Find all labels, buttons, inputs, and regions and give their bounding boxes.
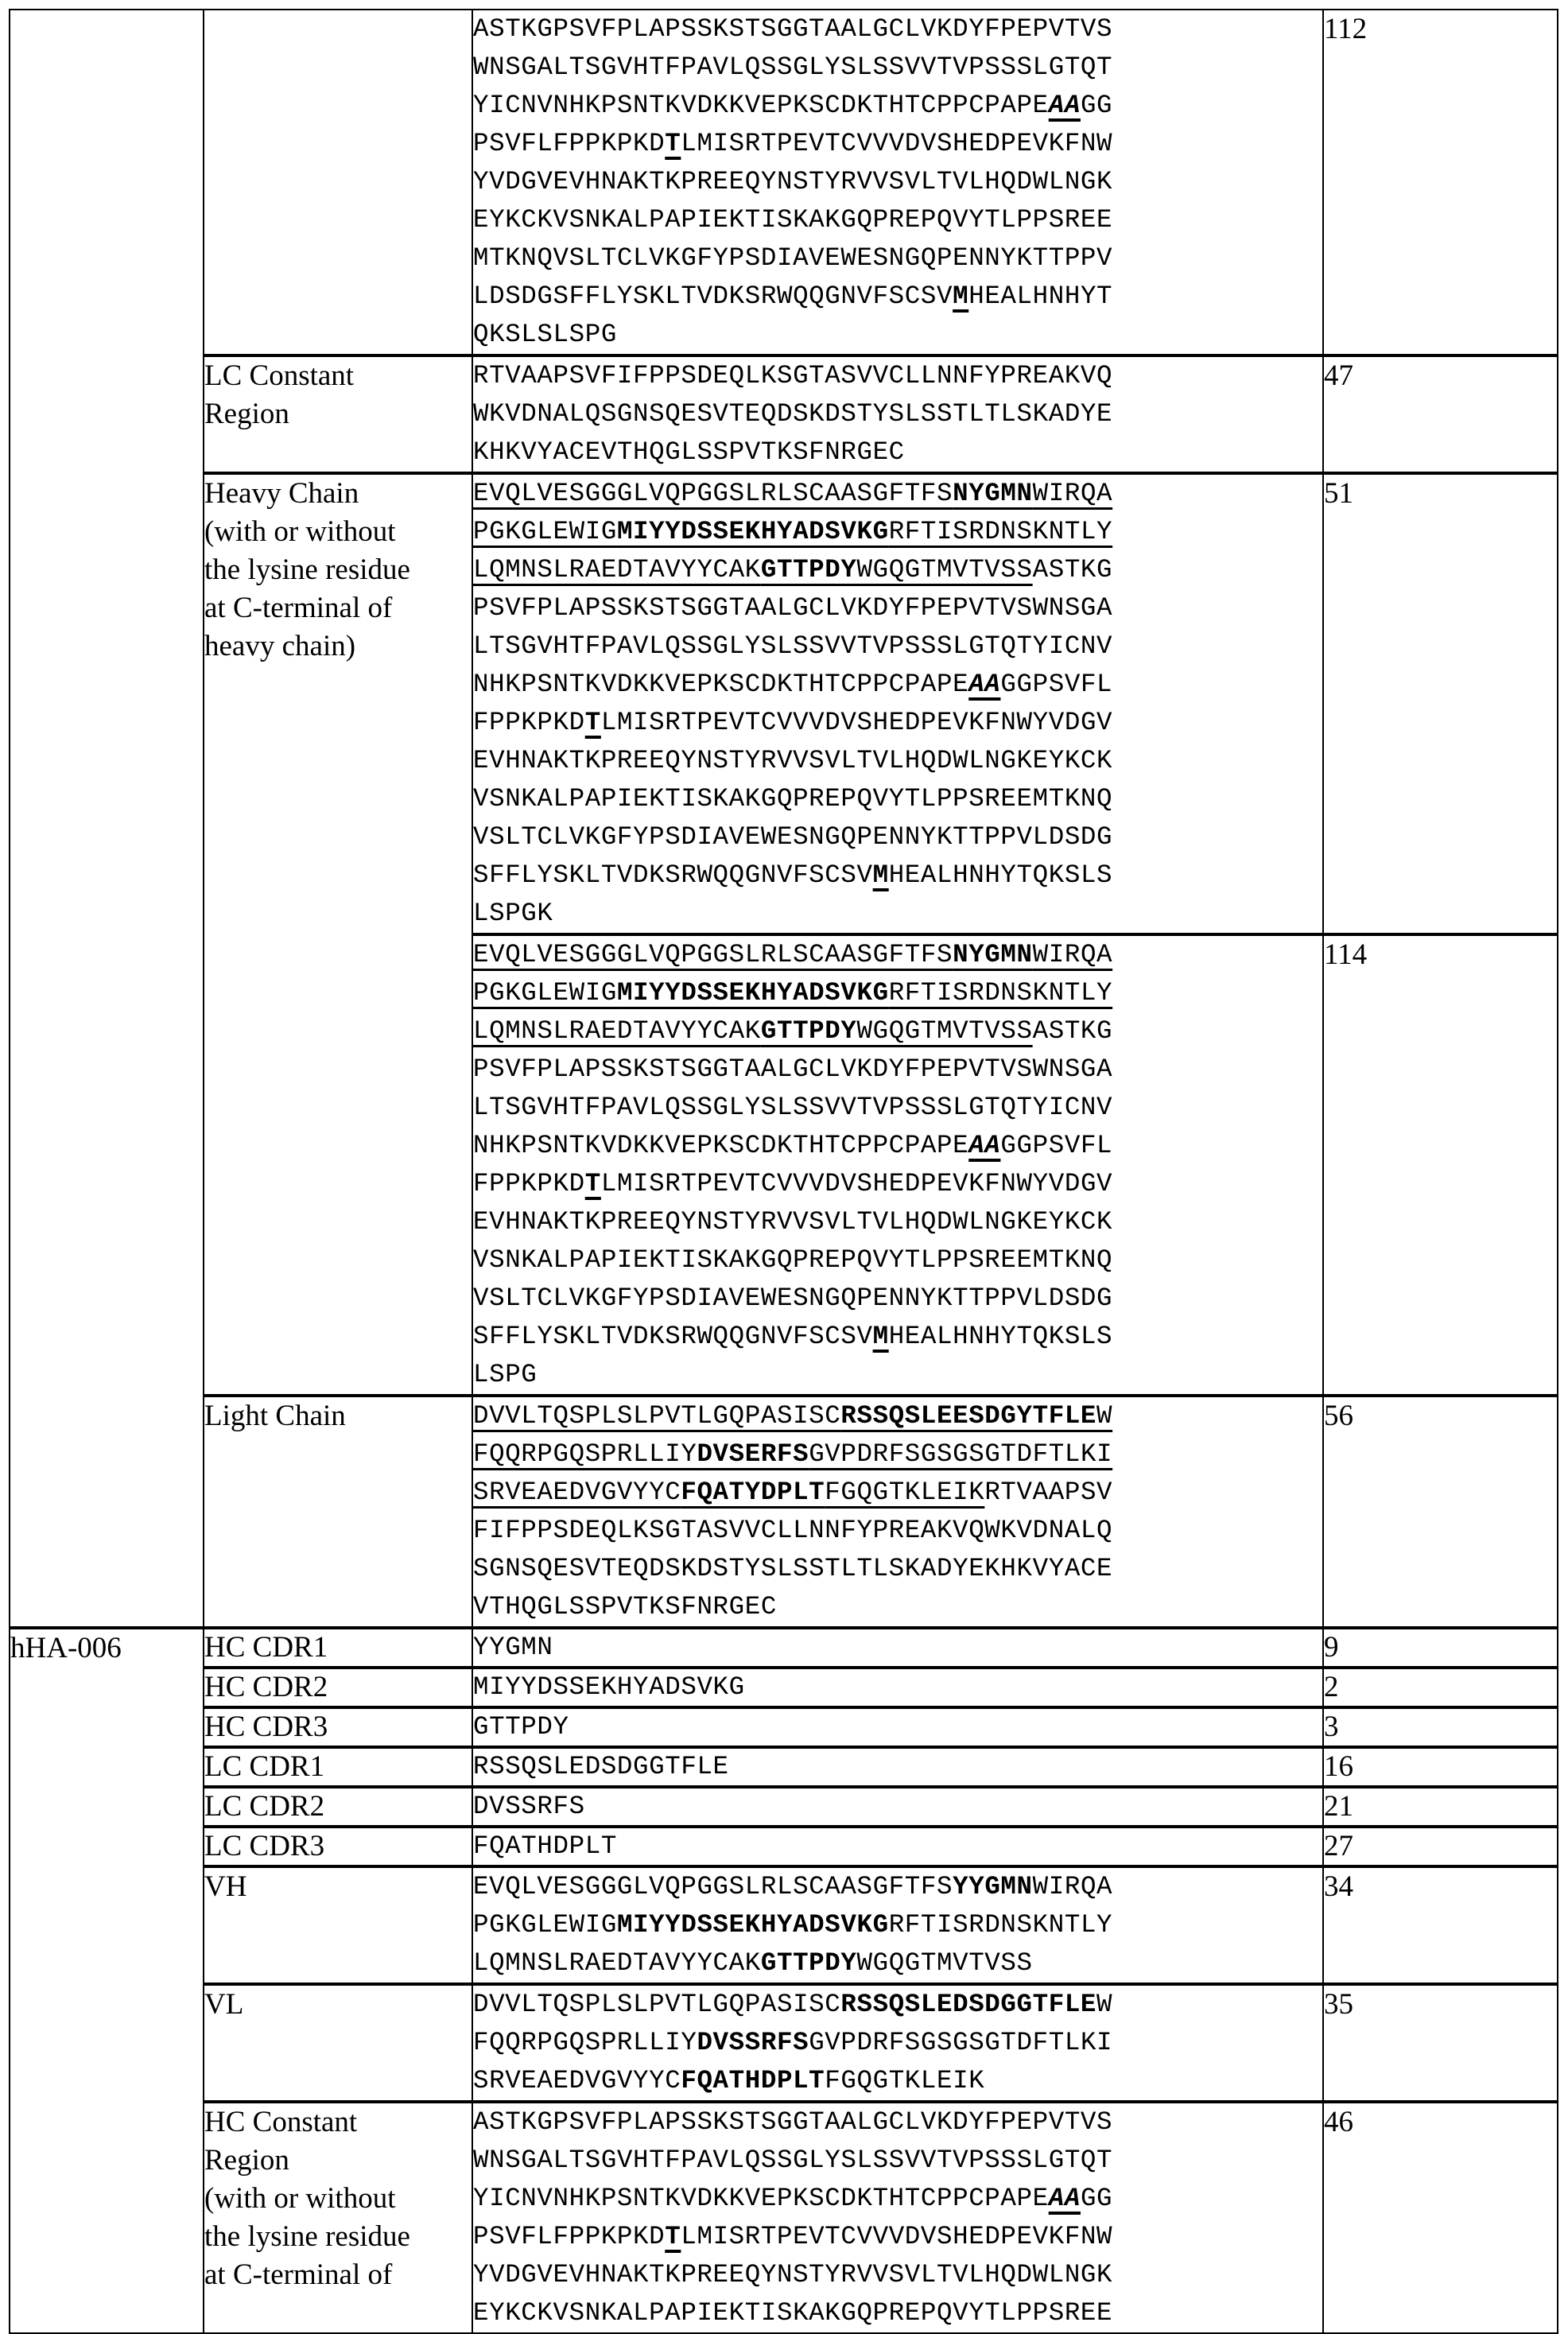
- cdr-highlight: DVSERFS: [697, 1439, 809, 1469]
- antibody-name-cell: hHA-006: [10, 1628, 204, 2333]
- sequence-segment: LTSGVHTFPAVLQSSGLYSLSSVVTVPSSSLGTQTYICNV: [473, 1093, 1113, 1122]
- sequence-segment: LSPGK: [473, 899, 553, 928]
- cdr-highlight: FQATHDPLT: [681, 2066, 825, 2095]
- sequence-cell: [472, 1707, 1323, 1747]
- sequence-line: [473, 1790, 1322, 1823]
- sequence-segment: YVDGVEVHNAKTKPREEQYNSTYRVVSVLTVLHQDWLNGK: [473, 2260, 1113, 2289]
- sequence-segment: EVHNAKTKPREEQYNSTYRVVSVLTVLHQDWLNGKEYKCK: [473, 746, 1113, 775]
- sequence-segment: GG: [1080, 91, 1113, 120]
- sequence-segment: WNSGALTSGVHTFPAVLQSSGLYSLSSVVTVPSSSLGTQT: [473, 52, 1113, 82]
- cdr-highlight: MIYYDSSEKHYADSVKG: [616, 1910, 889, 1940]
- sequence-cell: [472, 1984, 1323, 2102]
- sequence-segment: MTKNQVSLTCLVKGFYPSDIAVEWESNGQPENNYKTTPPV: [473, 243, 1113, 273]
- sequence-line: [473, 513, 1322, 551]
- sequence-segment: PGKGLEWIG: [473, 1910, 617, 1940]
- sequence-line: [473, 1986, 1322, 2024]
- sequence-line: [473, 163, 1322, 201]
- sequence-line: [473, 780, 1322, 818]
- sequence-cell: [472, 2102, 1323, 2333]
- sequence-line: [473, 1050, 1322, 1089]
- cdr-highlight: YYGMN: [953, 1872, 1033, 1901]
- region-label-line: at C-terminal of: [204, 592, 393, 624]
- region-label-line: (with or without: [204, 2182, 396, 2215]
- sequence-line: [473, 1868, 1322, 1906]
- sequence-segment: W: [1096, 1990, 1113, 2019]
- table-row: [10, 1668, 1558, 1707]
- sequence-segment: ASTKG: [1032, 1016, 1113, 1046]
- sequence-segment: HEALHNHYT: [968, 282, 1113, 311]
- sequence-segment: LMISRTPEVTCVVVDVSHEDPEVKFNWYVDGV: [600, 1169, 1113, 1198]
- mutation-marker: AA: [1048, 91, 1081, 120]
- sequence-segment: EVQLVESGGGLVQPGGSLRLSCAASGFTFS: [473, 940, 953, 969]
- sequence-segment: QKSLSLSPG: [473, 320, 617, 349]
- sequence-line: [473, 627, 1322, 666]
- table-row: [10, 1628, 1558, 1668]
- sequence-line: [473, 1474, 1322, 1512]
- table-row: [10, 1707, 1558, 1747]
- sequence-segment: FGQGTKLEIK: [825, 2066, 985, 2095]
- sequence-segment: FQQRPGQSPRLLIY: [473, 1439, 697, 1469]
- sequence-line: [473, 1012, 1322, 1050]
- sequence-segment: FQATHDPLT: [473, 1831, 617, 1861]
- cdr-highlight: NYGMN: [953, 940, 1033, 969]
- sequence-segment: LDSDGSFFLYSKLTVDKSRWQQGNVFSCSV: [473, 282, 953, 311]
- sequence-cell: [472, 1747, 1323, 1787]
- sequence-cell: [472, 473, 1323, 934]
- sequence-line: [473, 936, 1322, 974]
- sequence-segment: LMISRTPEVTCVVVDVSHEDPEVKFNW: [681, 2222, 1113, 2251]
- sequence-segment: SFFLYSKLTVDKSRWQQGNVFSCSV: [473, 860, 873, 890]
- sequence-segment: HEALHNHYTQKSLS: [888, 1322, 1113, 1351]
- mutation-marker: T: [665, 2222, 681, 2251]
- region-label-line: HC Constant: [204, 2106, 358, 2138]
- sequence-line: [473, 1588, 1322, 1626]
- sequence-line: [473, 125, 1322, 163]
- sequence-cell: [472, 1668, 1323, 1707]
- sequence-segment: NHKPSNTKVDKKVEPKSCDKTHTCPPCPAPE: [473, 670, 969, 699]
- sequence-segment: YICNVNHKPSNTKVDKKVEPKSCDKTHTCPPCPAPE: [473, 91, 1049, 120]
- sequence-segment: VSLTCLVKGFYPSDIAVEWESNGQPENNYKTTPPVLDSDG: [473, 822, 1113, 852]
- sequence-table-body: [10, 10, 1558, 2333]
- region-label-cell: VL: [204, 1984, 472, 2102]
- sequence-segment: SGNSQESVTEQDSKDSTYSLSSTLTLSKADYEKHKVYACE: [473, 1554, 1113, 1583]
- mutation-marker: T: [584, 1169, 601, 1198]
- sequence-segment: LMISRTPEVTCVVVDVSHEDPEVKFNWYVDGV: [600, 708, 1113, 737]
- sequence-line: [473, 433, 1322, 472]
- region-label-line: heavy chain): [204, 630, 356, 662]
- cdr-highlight: GTTPDY: [760, 555, 857, 584]
- sequence-segment: LQMNSLRAEDTAVYYCAK: [473, 1948, 761, 1978]
- sequence-line: [473, 1750, 1322, 1784]
- sequence-segment: LQMNSLRAEDTAVYYCAK: [473, 1016, 761, 1046]
- sequence-segment: FQQRPGQSPRLLIY: [473, 2028, 697, 2057]
- mutation-marker: T: [584, 708, 601, 737]
- cdr-highlight: DVSSRFS: [697, 2028, 809, 2057]
- sequence-line: [473, 395, 1322, 433]
- sequence-cell: [472, 1787, 1323, 1827]
- mutation-marker: AA: [968, 670, 1001, 699]
- table-row: [10, 1827, 1558, 1866]
- cdr-highlight: GTTPDY: [760, 1016, 857, 1046]
- sequence-line: [473, 10, 1322, 49]
- sequence-line: [473, 704, 1322, 742]
- sequence-segment: EYKCKVSNKALPAPIEKTISKAKGQPREPQVYTLPPSREE: [473, 2298, 1113, 2328]
- sequence-cell: [472, 355, 1323, 473]
- sequence-segment: RTVAAPSV: [984, 1478, 1113, 1507]
- sequence-line: [473, 589, 1322, 627]
- sequence-segment: GVPDRFSGSGSGTDFTLKI: [809, 1439, 1113, 1469]
- sequence-line: [473, 278, 1322, 316]
- sequence-line: [473, 2024, 1322, 2062]
- sequence-line: [473, 1944, 1322, 1983]
- sequence-segment: PSVFLFPPKPKD: [473, 129, 666, 158]
- sequence-line: [473, 1203, 1322, 1241]
- sequence-segment: WGQGTMVTVSS: [856, 1016, 1033, 1046]
- sequence-line: [473, 475, 1322, 513]
- table-row: [10, 1747, 1558, 1787]
- seq-id-number: 34: [1323, 1866, 1558, 1984]
- sequence-segment: DVSSRFS: [473, 1792, 585, 1821]
- sequence-line: [473, 1089, 1322, 1127]
- sequence-segment: SRVEAEDVGVYYC: [473, 2066, 681, 2095]
- region-label-line: Region: [204, 2144, 289, 2177]
- sequence-segment: RFTISRDNSKNTLY: [888, 1910, 1113, 1940]
- sequence-segment: ASTKG: [1032, 555, 1113, 584]
- sequence-line: [473, 2180, 1322, 2218]
- sequence-segment: GGPSVFL: [1000, 670, 1113, 699]
- seq-id-number: 47: [1323, 355, 1558, 473]
- sequence-segment: KHKVYACEVTHQGLSSPVTKSFNRGEC: [473, 437, 905, 467]
- sequence-line: [473, 1397, 1322, 1435]
- seq-id-number: 114: [1323, 934, 1558, 1396]
- sequence-line: [473, 1241, 1322, 1280]
- table-row: [10, 1866, 1558, 1984]
- sequence-segment: W: [1096, 1401, 1113, 1431]
- region-label-line: the lysine residue: [204, 553, 410, 586]
- sequence-segment: DVVLTQSPLSLPVTLGQPASISC: [473, 1990, 841, 2019]
- mutation-marker: M: [872, 860, 889, 890]
- sequence-segment: RFTISRDNSKNTLY: [888, 517, 1113, 546]
- region-label-cell: [204, 2102, 472, 2333]
- sequence-segment: WKVDNALQSGNSQESVTEQDSKDSTYSLSSTLTLSKADYE: [473, 399, 1113, 429]
- sequence-segment: SRVEAEDVGVYYC: [473, 1478, 681, 1507]
- sequence-segment: YVDGVEVHNAKTKPREEQYNSTYRVVSVLTVLHQDWLNGK: [473, 167, 1113, 196]
- sequence-segment: MIYYDSSEKHYADSVKG: [473, 1672, 745, 1702]
- sequence-cell: [472, 1827, 1323, 1866]
- table-row: [10, 1787, 1558, 1827]
- region-label-line: the lysine residue: [204, 2220, 410, 2253]
- sequence-line: [473, 856, 1322, 895]
- mutation-marker: AA: [968, 1131, 1001, 1160]
- sequence-segment: GVPDRFSGSGSGTDFTLKI: [809, 2028, 1113, 2057]
- sequence-table: [9, 9, 1558, 2334]
- seq-id-number: 27: [1323, 1827, 1558, 1866]
- mutation-marker: T: [665, 129, 681, 158]
- cdr-highlight: GTTPDY: [760, 1948, 857, 1978]
- sequence-line: [473, 1165, 1322, 1203]
- region-label-line: Heavy Chain: [204, 477, 359, 510]
- sequence-line: [473, 1711, 1322, 1744]
- sequence-segment: FPPKPKD: [473, 1169, 585, 1198]
- seq-id-number: 21: [1323, 1787, 1558, 1827]
- sequence-segment: VSNKALPAPIEKTISKAKGQPREPQVYTLPPSREEMTKNQ: [473, 1245, 1113, 1275]
- seq-id-number: 2: [1323, 1668, 1558, 1707]
- sequence-segment: LQMNSLRAEDTAVYYCAK: [473, 555, 761, 584]
- sequence-segment: VSLTCLVKGFYPSDIAVEWESNGQPENNYKTTPPVLDSDG: [473, 1284, 1113, 1313]
- sequence-segment: GG: [1080, 2184, 1113, 2213]
- table-row: [10, 473, 1558, 934]
- seq-id-number: 51: [1323, 473, 1558, 934]
- sequence-segment: PGKGLEWIG: [473, 517, 617, 546]
- sequence-line: [473, 1435, 1322, 1474]
- mutation-marker: AA: [1048, 2184, 1081, 2213]
- sequence-segment: EVQLVESGGGLVQPGGSLRLSCAASGFTFS: [473, 1872, 953, 1901]
- sequence-segment: WGQGTMVTVSS: [856, 1948, 1033, 1978]
- table-row: [10, 10, 1558, 355]
- sequence-segment: PSVFPLAPSSKSTSGGTAALGCLVKDYFPEPVTVSWNSGA: [473, 593, 1113, 623]
- sequence-segment: GGPSVFL: [1000, 1131, 1113, 1160]
- mutation-marker: M: [872, 1322, 889, 1351]
- region-label-cell: HC CDR2: [204, 1668, 472, 1707]
- sequence-segment: PSVFPLAPSSKSTSGGTAALGCLVKDYFPEPVTVSWNSGA: [473, 1054, 1113, 1084]
- sequence-line: [473, 2256, 1322, 2294]
- region-label-line: Region: [204, 398, 289, 430]
- seq-id-number: 16: [1323, 1747, 1558, 1787]
- sequence-cell: [472, 934, 1323, 1396]
- sequence-cell: [472, 1396, 1323, 1628]
- sequence-line: [473, 357, 1322, 395]
- sequence-segment: EVQLVESGGGLVQPGGSLRLSCAASGFTFS: [473, 479, 953, 508]
- sequence-segment: RFTISRDNSKNTLY: [888, 978, 1113, 1008]
- sequence-segment: ASTKGPSVFPLAPSSKSTSGGTAALGCLVKDYFPEPVTVS: [473, 2107, 1113, 2137]
- sequence-line: [473, 974, 1322, 1012]
- cdr-highlight: MIYYDSSEKHYADSVKG: [616, 978, 889, 1008]
- sequence-segment: FIFPPSDEQLKSGTASVVCLLNNFYPREAKVQWKVDNALQ: [473, 1516, 1113, 1545]
- seq-id-number: 56: [1323, 1396, 1558, 1628]
- sequence-segment: DVVLTQSPLSLPVTLGQPASISC: [473, 1401, 841, 1431]
- sequence-segment: EVHNAKTKPREEQYNSTYRVVSVLTVLHQDWLNGKEYKCK: [473, 1207, 1113, 1237]
- sequence-line: [473, 818, 1322, 856]
- mutation-marker: M: [953, 282, 969, 311]
- sequence-segment: NHKPSNTKVDKKVEPKSCDKTHTCPPCPAPE: [473, 1131, 969, 1160]
- sequence-line: [473, 1127, 1322, 1165]
- sequence-cell: [472, 10, 1323, 355]
- sequence-segment: WIRQA: [1032, 940, 1113, 969]
- sequence-segment: EYKCKVSNKALPAPIEKTISKAKGQPREPQVYTLPPSREE: [473, 205, 1113, 235]
- sequence-line: [473, 1550, 1322, 1588]
- sequence-segment: HEALHNHYTQKSLS: [888, 860, 1113, 890]
- sequence-segment: WNSGALTSGVHTFPAVLQSSGLYSLSSVVTVPSSSLGTQT: [473, 2146, 1113, 2175]
- seq-id-number: 112: [1323, 10, 1558, 355]
- sequence-segment: VTHQGLSSPVTKSFNRGEC: [473, 1592, 777, 1621]
- cdr-highlight: RSSQSLEDSDGGTFLE: [840, 1990, 1097, 2019]
- sequence-line: [473, 2218, 1322, 2256]
- sequence-line: [473, 2142, 1322, 2180]
- seq-id-number: 3: [1323, 1707, 1558, 1747]
- sequence-segment: LTSGVHTFPAVLQSSGLYSLSSVVTVPSSSLGTQTYICNV: [473, 631, 1113, 661]
- table-row: [10, 2102, 1558, 2333]
- sequence-line: [473, 1631, 1322, 1664]
- sequence-line: [473, 2294, 1322, 2332]
- region-label-cell: LC CDR1: [204, 1747, 472, 1787]
- region-label-line: at C-terminal of: [204, 2258, 393, 2291]
- region-label-cell: Light Chain: [204, 1396, 472, 1628]
- cdr-highlight: RSSQSLEESDGYTFLE: [840, 1401, 1097, 1431]
- sequence-line: [473, 2103, 1322, 2142]
- sequence-line: [473, 1830, 1322, 1863]
- region-label-cell: HC CDR3: [204, 1707, 472, 1747]
- sequence-segment: PGKGLEWIG: [473, 978, 617, 1008]
- sequence-segment: WIRQA: [1032, 1872, 1113, 1901]
- cdr-highlight: FQATYDPLT: [681, 1478, 825, 1507]
- sequence-line: [473, 49, 1322, 87]
- sequence-line: [473, 1906, 1322, 1944]
- seq-id-number: 9: [1323, 1628, 1558, 1668]
- region-label-cell: LC CDR2: [204, 1787, 472, 1827]
- antibody-name-cell: [10, 10, 204, 1628]
- region-label-line: LC Constant: [204, 359, 355, 392]
- sequence-line: [473, 1671, 1322, 1704]
- sequence-line: [473, 895, 1322, 933]
- region-label-cell: VH: [204, 1866, 472, 1984]
- seq-id-number: 46: [1323, 2102, 1558, 2333]
- sequence-line: [473, 87, 1322, 125]
- sequence-segment: RTVAAPSVFIFPPSDEQLKSGTASVVCLLNNFYPREAKVQ: [473, 361, 1113, 390]
- table-row: [10, 355, 1558, 473]
- sequence-segment: FGQGTKLEIK: [825, 1478, 985, 1507]
- region-label-cell: LC CDR3: [204, 1827, 472, 1866]
- sequence-segment: FPPKPKD: [473, 708, 585, 737]
- sequence-segment: VSNKALPAPIEKTISKAKGQPREPQVYTLPPSREEMTKNQ: [473, 784, 1113, 814]
- sequence-segment: RSSQSLEDSDGGTFLE: [473, 1752, 729, 1781]
- sequence-line: [473, 1512, 1322, 1550]
- region-label-cell: [204, 473, 472, 1396]
- sequence-line: [473, 551, 1322, 589]
- sequence-segment: YICNVNHKPSNTKVDKKVEPKSCDKTHTCPPCPAPE: [473, 2184, 1049, 2213]
- region-label-cell: [204, 10, 472, 355]
- cdr-highlight: MIYYDSSEKHYADSVKG: [616, 517, 889, 546]
- sequence-segment: PSVFLFPPKPKD: [473, 2222, 666, 2251]
- region-label-cell: HC CDR1: [204, 1628, 472, 1668]
- sequence-line: [473, 742, 1322, 780]
- sequence-segment: ASTKGPSVFPLAPSSKSTSGGTAALGCLVKDYFPEPVTVS: [473, 14, 1113, 44]
- sequence-segment: LSPG: [473, 1360, 538, 1389]
- sequence-segment: GTTPDY: [473, 1712, 569, 1742]
- sequence-line: [473, 1318, 1322, 1356]
- sequence-line: [473, 239, 1322, 278]
- sequence-segment: LMISRTPEVTCVVVDVSHEDPEVKFNW: [681, 129, 1113, 158]
- sequence-line: [473, 1280, 1322, 1318]
- sequence-cell: [472, 1628, 1323, 1668]
- sequence-line: [473, 666, 1322, 704]
- seq-id-number: 35: [1323, 1984, 1558, 2102]
- table-row: [10, 1984, 1558, 2102]
- sequence-segment: WIRQA: [1032, 479, 1113, 508]
- region-label-line: (with or without: [204, 515, 396, 548]
- sequence-line: [473, 201, 1322, 239]
- sequence-segment: YYGMN: [473, 1633, 553, 1662]
- sequence-line: [473, 2062, 1322, 2100]
- sequence-line: [473, 1356, 1322, 1394]
- sequence-cell: [472, 1866, 1323, 1984]
- table-row: [10, 1396, 1558, 1628]
- sequence-line: [473, 316, 1322, 354]
- sequence-segment: WGQGTMVTVSS: [856, 555, 1033, 584]
- sequence-segment: SFFLYSKLTVDKSRWQQGNVFSCSV: [473, 1322, 873, 1351]
- cdr-highlight: NYGMN: [953, 479, 1033, 508]
- region-label-cell: [204, 355, 472, 473]
